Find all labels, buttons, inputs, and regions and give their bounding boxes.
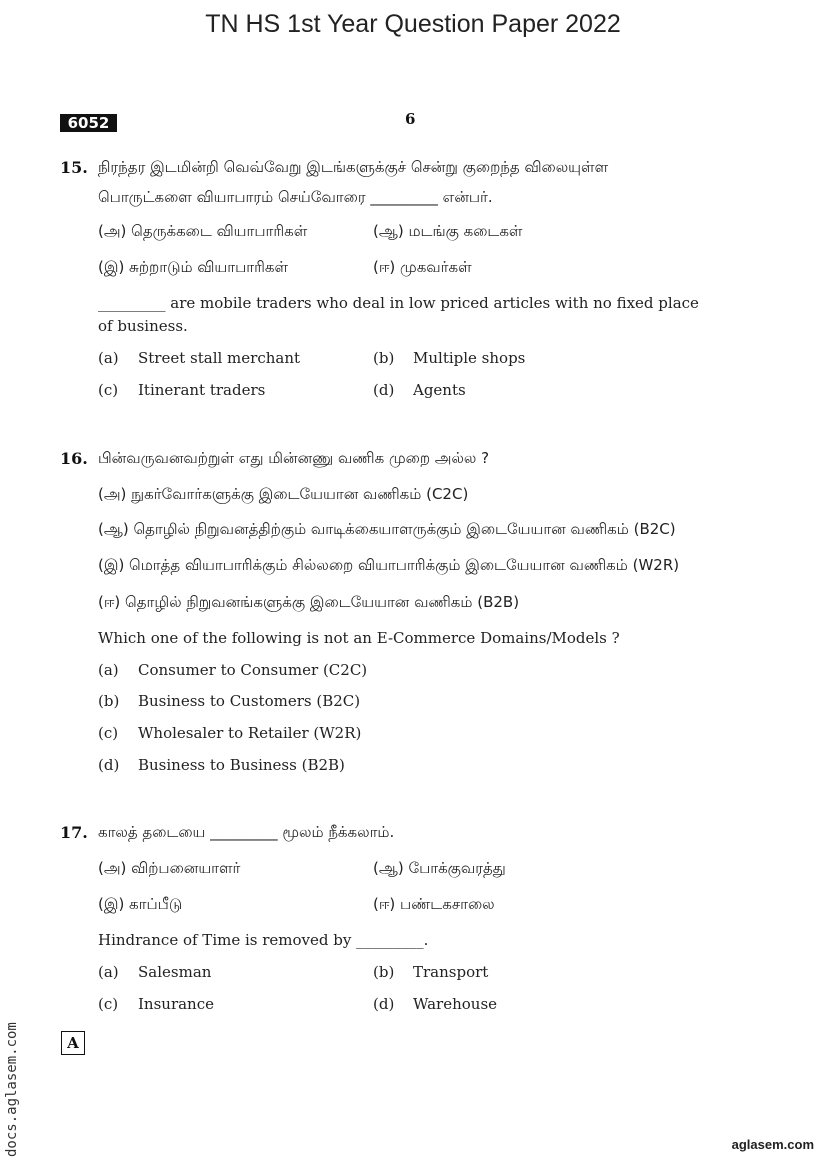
q15-tamil-option-b: (ஆ) மடங்கு கடைகள்	[373, 222, 523, 240]
q15-option-c-text: Itinerant traders	[138, 381, 266, 399]
page-title: TN HS 1st Year Question Paper 2022	[205, 10, 621, 38]
page-number: 6	[405, 110, 416, 128]
q15-option-d-text: Agents	[413, 381, 466, 399]
q16-option-b-text: Business to Customers (B2C)	[138, 692, 361, 710]
question-number-15: 15.	[60, 158, 88, 177]
booklet-series-box: A	[61, 1031, 85, 1055]
q17-option-b-letter: (b)	[373, 963, 395, 981]
q15-tamil-line-1: நிரந்தர இடமின்றி வெவ்வேறு இடங்களுக்குச் சென்று குறைந்த விலையுள்ள	[98, 158, 609, 176]
q17-tamil-option-d: (ஈ) பண்டகசாலை	[373, 895, 495, 913]
q17-option-a-text: Salesman	[138, 963, 212, 981]
q15-option-a-letter: (a)	[98, 349, 119, 367]
q15-option-a-text: Street stall merchant	[138, 349, 301, 367]
q15-tamil-option-a: (அ) தெருக்கடை வியாபாரிகள்	[98, 222, 308, 240]
q15-tamil-line-2: பொருட்களை வியாபாரம் செய்வோரை _________ என்பர்.	[98, 188, 493, 206]
q16-option-a-letter: (a)	[98, 661, 119, 679]
paper-code-badge: 6052	[60, 114, 117, 132]
q16-option-b-letter: (b)	[98, 692, 120, 710]
q15-option-b-text: Multiple shops	[413, 349, 526, 367]
q16-tamil-option-d: (ஈ) தொழில் நிறுவனங்களுக்கு இடையேயான வணிகம் (B2B)	[98, 593, 520, 611]
q17-option-a-letter: (a)	[98, 963, 119, 981]
q15-tamil-option-c: (இ) சுற்றாடும் வியாபாரிகள்	[98, 258, 289, 276]
footer-brand: aglasem.com	[731, 1137, 814, 1152]
q16-option-d-letter: (d)	[98, 756, 120, 774]
q17-tamil-option-b: (ஆ) போக்குவரத்து	[373, 859, 506, 877]
q15-english-line-2: of business.	[98, 317, 188, 335]
question-number-16: 16.	[60, 449, 88, 468]
q16-tamil-question: பின்வருவனவற்றுள் எது மின்னணு வணிக முறை அல்ல ?	[98, 449, 490, 467]
q16-tamil-option-b: (ஆ) தொழில் நிறுவனத்திற்கும் வாடிக்கையாளருக்கும் இடையேயான வணிகம் (B2C)	[98, 520, 676, 538]
q17-tamil-question: காலத் தடையை _________ மூலம் நீக்கலாம்.	[98, 823, 395, 841]
q16-option-a-text: Consumer to Consumer (C2C)	[138, 661, 368, 679]
q17-option-c-text: Insurance	[138, 995, 214, 1013]
q17-tamil-option-a: (அ) விற்பனையாளர்	[98, 859, 241, 877]
q17-english-question: Hindrance of Time is removed by _________.	[98, 931, 429, 949]
q15-option-b-letter: (b)	[373, 349, 395, 367]
q16-tamil-option-c: (இ) மொத்த வியாபாரிக்கும் சில்லறை வியாபாரிக்கும் இடையேயான வணிகம் (W2R)	[98, 556, 680, 574]
q15-option-c-letter: (c)	[98, 381, 119, 399]
q16-option-d-text: Business to Business (B2B)	[138, 756, 345, 774]
side-watermark-url: docs.aglasem.com	[4, 1022, 20, 1157]
q15-english-line-1: _________ are mobile traders who deal in low priced articles with no fixed place	[98, 294, 699, 312]
q17-option-b-text: Transport	[413, 963, 489, 981]
q16-english-question: Which one of the following is not an E-Commerce Domains/Models ?	[98, 629, 620, 647]
q15-option-d-letter: (d)	[373, 381, 395, 399]
q17-option-c-letter: (c)	[98, 995, 119, 1013]
q17-tamil-option-c: (இ) காப்பீடு	[98, 895, 183, 913]
q15-tamil-option-d: (ஈ) முகவர்கள்	[373, 258, 472, 276]
q17-option-d-text: Warehouse	[413, 995, 498, 1013]
q16-option-c-text: Wholesaler to Retailer (W2R)	[138, 724, 362, 742]
question-number-17: 17.	[60, 823, 88, 842]
q16-option-c-letter: (c)	[98, 724, 119, 742]
q17-option-d-letter: (d)	[373, 995, 395, 1013]
q16-tamil-option-a: (அ) நுகர்வோர்களுக்கு இடையேயான வணிகம் (C2C)	[98, 485, 469, 503]
